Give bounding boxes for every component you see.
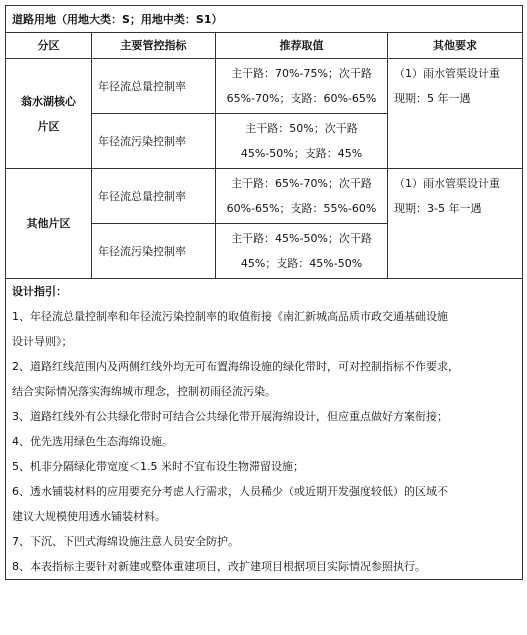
header-indicator: 主要管控指标 xyxy=(92,33,216,59)
guidance-heading: 设计指引： xyxy=(12,285,67,298)
indicator-cell: 年径流总量控制率 xyxy=(92,169,216,224)
zone-name-line: 翁水湖核心 xyxy=(21,94,76,108)
indicator-cell: 年径流污染控制率 xyxy=(92,114,216,169)
header-value: 推荐取值 xyxy=(216,33,388,59)
guidance-line: 4、优先选用绿色生态海绵设施。 xyxy=(12,435,173,448)
value-line: 主干路：70%-75%；次干路 xyxy=(231,67,372,80)
other-line: 现期：3-5 年一遇 xyxy=(394,202,482,215)
value-cell xyxy=(216,59,388,114)
guidance-line: 8、本表指标主要针对新建或整体重建项目，改扩建项目根据项目实际情况参照执行。 xyxy=(12,560,426,573)
value-cell xyxy=(216,114,388,169)
guidance-line: 5、机非分隔绿化带宽度＜1.5 米时不宜布设生物滞留设施； xyxy=(12,460,304,473)
value-cell xyxy=(216,224,388,279)
guidance-line: 1、年径流总量控制率和年径流污染控制率的取值衔接《南汇新城高品质市政交通基础设施 xyxy=(12,310,448,323)
value-line: 主干路：65%-70%；次干路 xyxy=(231,177,372,190)
table-title: 道路用地（用地大类：S；用地中类：S1） xyxy=(6,6,523,33)
value-cell xyxy=(216,169,388,224)
other-requirements-cell xyxy=(388,169,523,279)
value-line: 45%-50%；支路：45% xyxy=(240,147,363,160)
guidance-line: 设计导则》； xyxy=(12,335,73,348)
other-line: 现期：5 年一遇 xyxy=(394,92,471,105)
design-guidance-row xyxy=(6,279,523,580)
value-line: 主干路：45%-50%；次干路 xyxy=(231,232,372,245)
value-line: 60%-65%；支路：55%-60% xyxy=(226,202,377,215)
header-zone: 分区 xyxy=(6,33,92,59)
indicator-cell: 年径流污染控制率 xyxy=(92,224,216,279)
header-row xyxy=(6,33,523,59)
guidance-line: 7、下沉、下凹式海绵设施注意人员安全防护。 xyxy=(12,535,239,548)
header-other: 其他要求 xyxy=(388,33,523,59)
guidance-line: 结合实际情况落实海绵城市理念，控制初雨径流污染。 xyxy=(12,385,276,398)
zone-name-line: 片区 xyxy=(37,119,60,133)
table-row xyxy=(6,169,523,224)
zone-name-cell xyxy=(6,59,92,169)
other-line: （1）雨水管渠设计重 xyxy=(394,177,500,190)
other-line: （1）雨水管渠设计重 xyxy=(394,67,500,80)
planning-table xyxy=(5,5,523,580)
value-line: 45%；支路：45%-50% xyxy=(240,257,363,270)
value-line: 主干路：50%；次干路 xyxy=(245,122,358,135)
guidance-line: 2、道路红线范围内及两侧红线外均无可布置海绵设施的绿化带时，可对控制指标不作要求， xyxy=(12,360,459,373)
zone-name-cell: 其他片区 xyxy=(6,169,92,279)
other-requirements-cell xyxy=(388,59,523,169)
guidance-line: 建议大规模使用透水铺装材料。 xyxy=(12,510,166,523)
guidance-line: 6、透水铺装材料的应用要充分考虑人行需求，人员稀少（或近期开发强度较低）的区域不 xyxy=(12,485,448,498)
value-line: 65%-70%；支路：60%-65% xyxy=(226,92,377,105)
indicator-cell: 年径流总量控制率 xyxy=(92,59,216,114)
table-row xyxy=(6,59,523,114)
guidance-line: 3、道路红线外有公共绿化带时可结合公共绿化带开展海绵设计，但应重点做好方案衔接； xyxy=(12,410,448,423)
design-guidance-cell xyxy=(6,279,523,580)
